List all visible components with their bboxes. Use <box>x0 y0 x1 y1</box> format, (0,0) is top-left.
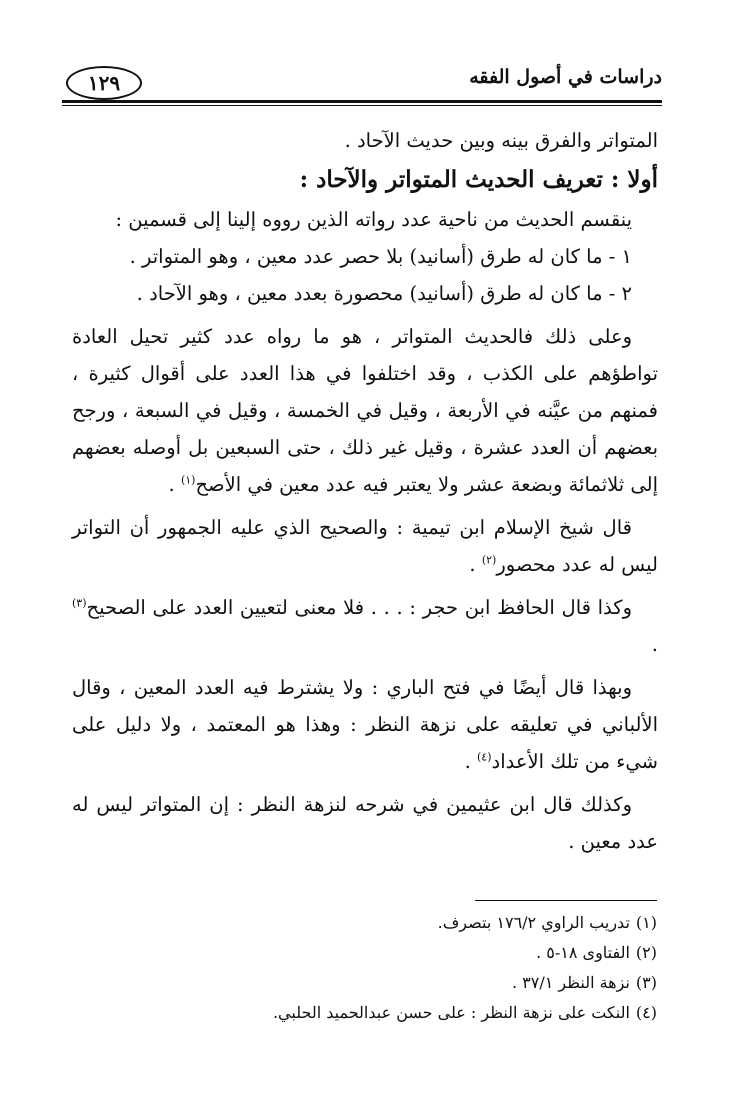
footnote-2 <box>71 938 657 968</box>
footnote-text: النكت على نزهة النظر : على حسن عبدالحميد الحلبي. <box>272 1003 630 1022</box>
paragraph-albani-text: وبهذا قال أيضًا في فتح الباري : ولا يشترط فيه العدد المعين ، وقال الألباني في تعليقه على نزهة النظر : وهذا هو المعتمد ، ولا دليل على شيء من تلك الأعداد <box>72 676 658 773</box>
page-header <box>62 52 662 112</box>
footnote-number: (٣) <box>635 973 657 992</box>
footnote-ref-1[interactable]: (١) <box>180 473 196 487</box>
paragraph-ibn-hajar-text: وكذا قال الحافظ ابن حجر : . . . فلا معنى لتعيين العدد على الصحيح <box>86 596 632 619</box>
paragraph-division: ينقسم الحديث من ناحية عدد رواته الذين رووه إلينا إلى قسمين : <box>115 208 632 231</box>
running-title: دراسات في أصول الفقه <box>469 66 662 88</box>
paragraph-ibn-taymiyyah <box>72 509 658 583</box>
paragraph-ibn-hajar <box>72 589 658 663</box>
paragraph-ibn-taymiyyah-text: قال شيخ الإسلام ابن تيمية : والصحيح الذي عليه الجمهور أن التواتر ليس له عدد محصور <box>72 516 658 576</box>
paragraph-definition <box>72 318 658 503</box>
period: . <box>168 473 181 496</box>
paragraph-intro: المتواتر والفرق بينه وبين حديث الآحاد . <box>344 129 658 152</box>
paragraph-ibn-uthaymin: وكذلك قال ابن عثيمين في شرحه لنزهة النظر : إن المتواتر ليس له عدد معين . <box>72 793 658 853</box>
period: . <box>651 633 658 656</box>
footnote-text: تدريب الراوي ١٧٦/٢ بتصرف. <box>437 913 630 932</box>
period: . <box>469 553 482 576</box>
list-item-2: ٢ - ما كان له طرق (أسانيد) محصورة بعدد معين ، وهو الآحاد . <box>136 282 632 305</box>
list-item-1: ١ - ما كان له طرق (أسانيد) بلا حصر عدد معين ، وهو المتواتر . <box>129 245 632 268</box>
footnote-4 <box>71 998 657 1028</box>
footnote-3 <box>71 968 657 998</box>
footnotes <box>71 908 657 1028</box>
footnote-ref-4[interactable]: (٤) <box>477 750 492 764</box>
paragraph-albani <box>72 669 658 780</box>
footnote-text: الفتاوى ١٨-٥ . <box>536 943 630 962</box>
footnote-number: (٢) <box>635 943 657 962</box>
header-rule <box>62 100 662 103</box>
footnote-ref-2[interactable]: (٢) <box>481 553 497 567</box>
section-heading: أولا : تعريف الحديث المتواتر والآحاد : <box>299 166 658 193</box>
page-number: ١٢٩ <box>66 66 142 100</box>
footnote-number: (١) <box>635 913 657 932</box>
paragraph-definition-text: وعلى ذلك فالحديث المتواتر ، هو ما رواه عدد كثير تحيل العادة تواطؤهم على الكذب ، وقد اختلفوا في هذا العدد على أقوال كثيرة ، فمنهم من عيَّنه في الأربعة ، وقيل في الخمسة ، وقيل في السبعة ، ورجح بعضهم أن العدد عشرة ، وقيل غير ذلك ، حتى السبعين بل أوصله بعضهم إلى ثلاثمائة وبضعة عشر ولا يعتبر فيه عدد معين في الأصح <box>72 325 658 496</box>
header-rule-thin <box>62 105 662 106</box>
footnote-number: (٤) <box>635 1003 657 1022</box>
footnote-text: نزهة النظر ٣٧/١ . <box>511 973 630 992</box>
footnote-1 <box>71 908 657 938</box>
footnote-ref-3[interactable]: (٣) <box>72 596 87 610</box>
period: . <box>464 750 477 773</box>
body-text <box>72 122 658 860</box>
footnote-separator <box>475 900 657 901</box>
